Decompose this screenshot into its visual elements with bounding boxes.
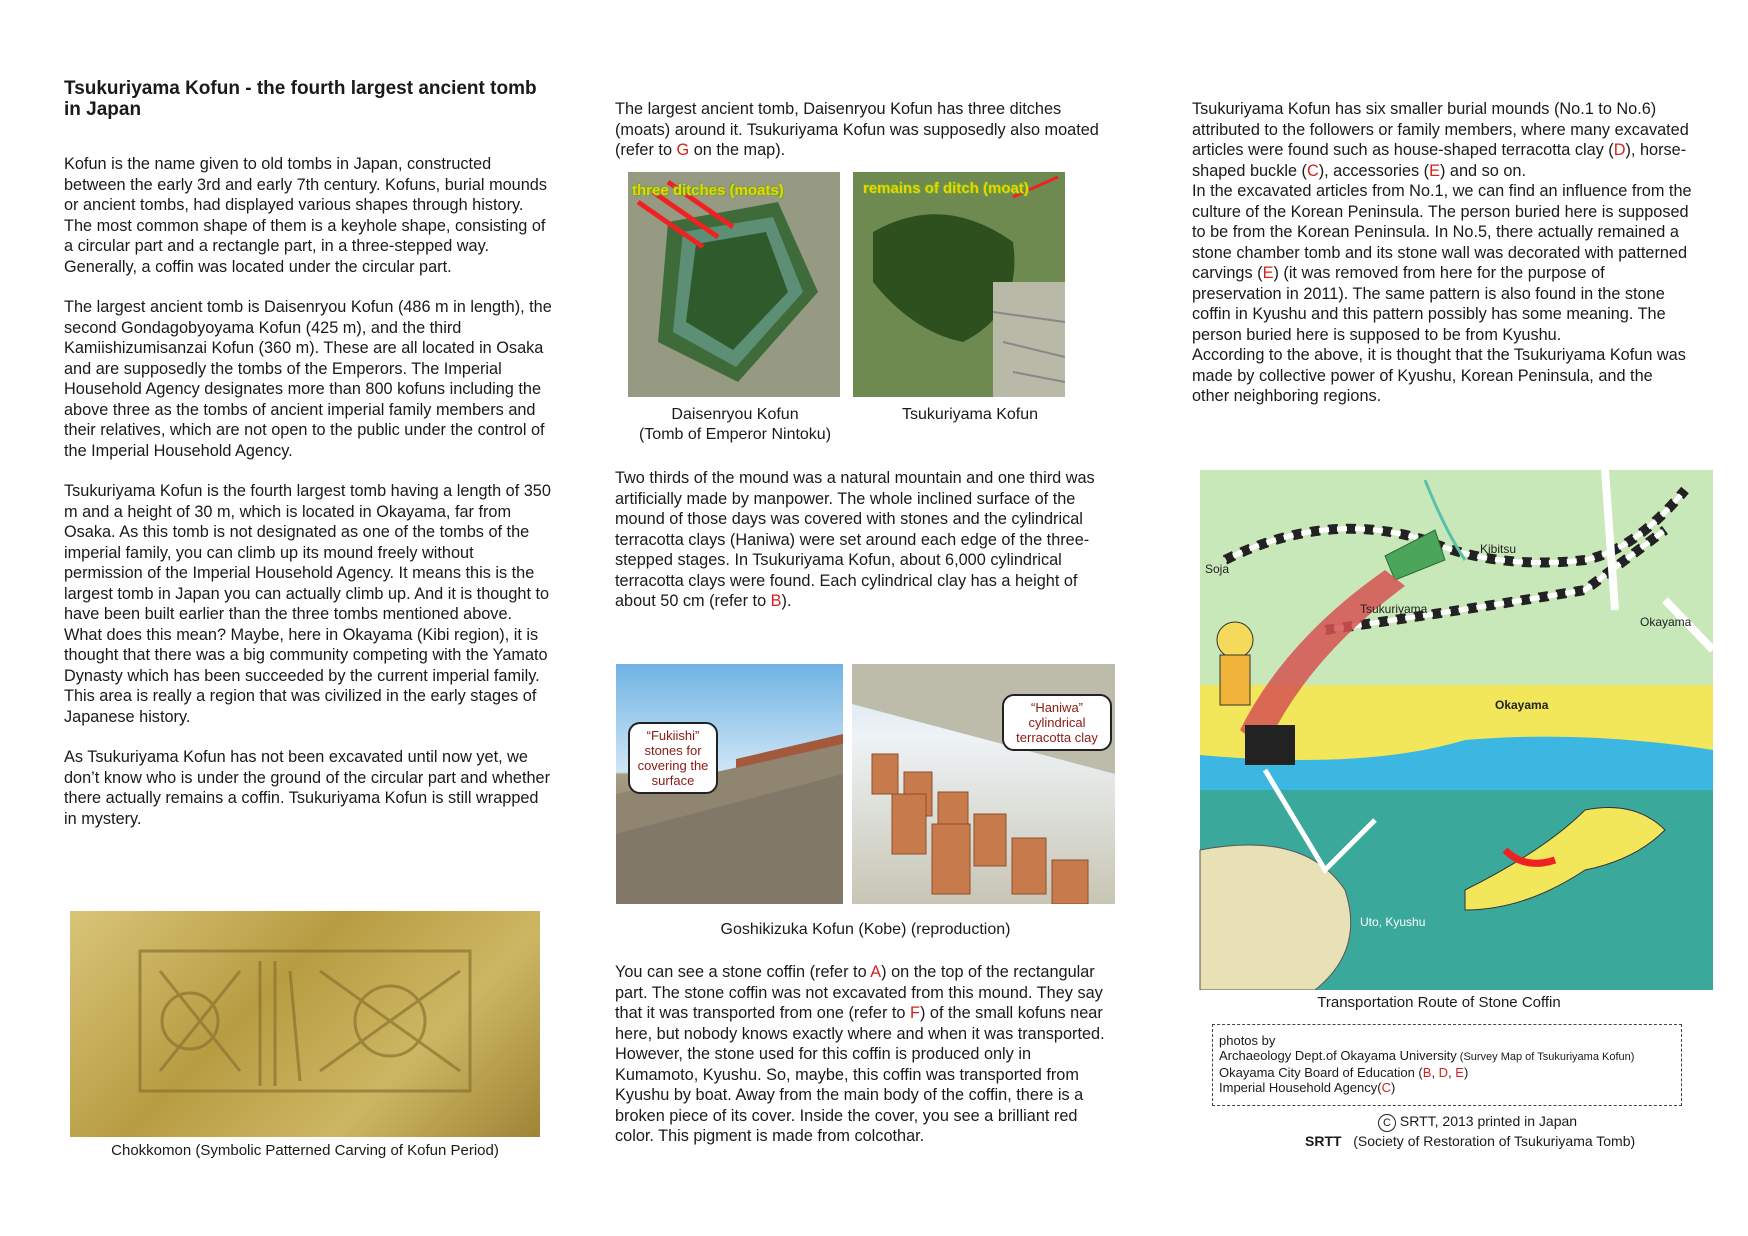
- ref-d: D: [1613, 141, 1626, 159]
- column-left: [64, 78, 554, 829]
- tsukuriyama-aerial-photo: [853, 172, 1065, 397]
- photo-credits: [1212, 1024, 1682, 1106]
- map-label-okayama-pref: Okayama: [1495, 698, 1549, 712]
- paragraph-mystery: As Tsukuriyama Kofun has not been excavated until now yet, we don’t know who is under the ground of the circular part and whether there actually remains a coffin. Tsukuriyama Kofun is still wrapped in mystery.: [64, 748, 551, 828]
- copyright-line: C SRTT, 2013 printed in Japan: [1378, 1113, 1577, 1132]
- org-line: SRTT (Society of Restoration of Tsukuriyama Tomb): [1305, 1133, 1636, 1149]
- credits-line2: Okayama City Board of Education (B, D, E): [1219, 1065, 1469, 1080]
- map-label-okayama-city: Okayama: [1640, 615, 1692, 629]
- column-middle-mound: [615, 468, 1115, 612]
- paragraph-smaller-mounds: Tsukuriyama Kofun has six smaller burial mounds (No.1 to No.6) attributed to the followers or family members, where many excavated articles were found such as house-shaped terracotta clay (D), horse-shaped buckle (C), accessories (E) and so on.: [1192, 100, 1689, 180]
- paragraph-stone-coffin: You can see a stone coffin (refer to A) on the top of the rectangular part. The stone coffin was not excavated from this mound. They say that it was transported from one (refer to F) of the small kofuns near here, but nobody knows exactly where and when it was transported. However, the stone used for this coffin is produced only in Kumamoto, Kyushu. So, maybe, this coffin was transported from Kyushu by boat. Away from the main body of the coffin, there is a broken piece of its cover. Inside the cover, you see a brilliant red color. This pigment is made from colcothar.: [615, 963, 1105, 1145]
- paragraph-korean-influence: In the excavated articles from No.1, we can find an influence from the culture of the Korean Peninsula. The person buried here is supposed to be from the Korean Peninsula. In No.5, there actually remained a stone chamber tomb and its stone wall was decorated with patterned carvings (E) (it was removed from here for the purpose of preservation in 2011). The same pattern is also found in the stone coffin in Kyushu and this pattern possibly has some meaning. The person buried here is supposed to be from Kyushu.: [1192, 182, 1692, 344]
- daisenryou-aerial-photo: [628, 172, 840, 397]
- ref-f: F: [910, 1004, 920, 1022]
- goshikizuka-caption: Goshikizuka Kofun (Kobe) (reproduction): [720, 921, 1011, 938]
- ref-e-2: E: [1262, 264, 1274, 282]
- paragraph-conclusion: According to the above, it is thought that the Tsukuriyama Kofun was made by collective power of Kyushu, Korean Peninsula, and the other neighboring regions.: [1192, 346, 1686, 405]
- tsukuriyama-caption: Tsukuriyama Kofun: [901, 406, 1039, 423]
- ref-g: G: [676, 141, 690, 159]
- paragraph-intro: Kofun is the name given to old tombs in Japan, constructed between the early 3rd and early 7th century. Kofuns, burial mounds or ancient tombs, had displayed various shapes through history. The most common shape of them is a keyhole shape, consisting of a circular part and a rectangle part, in a three-stepped way. Generally, a coffin was located under the circular part.: [64, 155, 547, 276]
- three-ditches-label: three ditches (moats): [632, 182, 784, 199]
- column-middle-coffin: [615, 962, 1115, 1147]
- daisenryou-caption: Daisenryou Kofun (Tomb of Emperor Nintoku): [638, 406, 832, 443]
- credits-line1: Archaeology Dept.of Okayama University (Survey Map of Tsukuriyama Kofun): [1219, 1048, 1635, 1063]
- credits-line3: Imperial Household Agency(C): [1219, 1080, 1396, 1095]
- copyright-symbol: C: [1378, 1114, 1396, 1132]
- ref-e: E: [1429, 161, 1440, 180]
- column-right: [1192, 99, 1692, 407]
- paragraph-fourth-largest: Tsukuriyama Kofun is the fourth largest tomb having a length of 350 m and a height of 30 m, which is located in Okayama, far from Osaka. As this tomb is not designated as one of the tombs of the imperial family, you can climb up its mound freely without permission of the Imperial Household Agency. It means this is the largest tomb in Japan you can actually climb up. And it is thought to have been built earlier than the three tombs mentioned above. What does this mean? Maybe, here in Okayama (Kibi region), it is thought that there was a big community competing with the Yamato Dynasty which has been succeeded by the current imperial family. This area is really a region that was civilized in the early stages of Japanese history.: [64, 482, 551, 726]
- map-label-uto: Uto, Kyushu: [1360, 915, 1426, 929]
- column-middle-top: [615, 99, 1115, 161]
- map-label-tsukuriyama: Tsukuriyama: [1360, 602, 1428, 616]
- map-label-soja: Soja: [1205, 562, 1230, 576]
- paragraph-mound: Two thirds of the mound was a natural mountain and one third was artificially made by manpower. The whole inclined surface of the mound of those days was covered with stones and the cylindrical terracotta clays (Haniwa) were set around each edge of the three-stepped stages. In Tsukuriyama Kofun, about 6,000 cylindrical terracotta clays were found. Each cylindrical clay has a height of about 50 cm (refer to B).: [615, 469, 1095, 610]
- remains-of-ditch-label: remains of ditch (moat): [863, 180, 1029, 197]
- paragraph-ditches: The largest ancient tomb, Daisenryou Kofun has three ditches (moats) around it. Tsukuriyama Kofun was supposedly also moated (refer to G on the map).: [615, 100, 1099, 159]
- ref-a: A: [870, 963, 882, 981]
- fukiishi-photo: [616, 664, 843, 904]
- chokkomon-photo: [70, 911, 540, 1137]
- ref-b: B: [770, 592, 782, 610]
- credits-head: photos by: [1219, 1033, 1276, 1048]
- map-caption: Transportation Route of Stone Coffin: [1317, 994, 1561, 1011]
- chokkomon-caption: Chokkomon (Symbolic Patterned Carving of Kofun Period): [111, 1142, 499, 1159]
- haniwa-bubble: “Haniwa” cylindrical terracotta clay: [1002, 694, 1112, 751]
- paragraph-largest-tombs: The largest ancient tomb is Daisenryou Kofun (486 m in length), the second Gondagobyoyama Kofun (425 m), and the third Kamiishizumisanzai Kofun (360 m). These are all located in Osaka and are supposedly the tombs of the Emperors. The Imperial Household Agency designates more than 800 kofuns including the above three as the tombs of ancient imperial family members and their relatives, which are not open to the public under the control of the Imperial Household Agency.: [64, 298, 552, 460]
- haniwa-photo: [852, 664, 1115, 904]
- fukiishi-bubble: “Fukiishi” stones for covering the surface: [628, 722, 718, 794]
- map-label-kibitsu: Kibitsu: [1480, 542, 1517, 556]
- ref-c: C: [1306, 161, 1319, 180]
- page-title: Tsukuriyama Kofun - the fourth largest ancient tomb in Japan: [64, 78, 537, 120]
- transport-route-map: [1165, 470, 1713, 990]
